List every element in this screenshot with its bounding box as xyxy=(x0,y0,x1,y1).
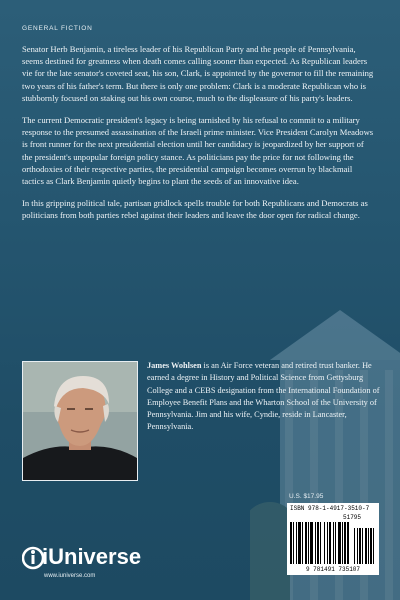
author-photo xyxy=(22,361,138,481)
isbn-label: ISBN 978-1-4917-3510-7 xyxy=(290,505,370,512)
blurb-paragraph: In this gripping political tale, partisan gridlock spells trouble for both Republicans and Democrats as politicians from both parties rebel against their leaders and leave the door open for radical change. xyxy=(22,198,368,221)
blurb-paragraph: Senator Herb Benjamin, a tireless leader of his Republican Party and the people of Pennsylvania, seems destined for greatness when death comes calling sooner than expected. As Republican leaders vie for the late senator's coveted seat, his son, Clark, is appointed by the governor to fill the remaining two years of his father's term. But there is only one problem: Clark is a moderate Republican who is stubbornly focused on staking out his own course, much to the displeasure of his party's leaders. xyxy=(22,44,374,103)
barcode-number: 9 781491 735107 xyxy=(305,566,360,573)
price-label: U.S. $17.95 xyxy=(289,493,324,500)
publisher-logo xyxy=(22,544,162,584)
author-bio-text: is an Air Force veteran and retired trust banker. He earned a degree in History and Political Science from Gettysburg College and a CEBS designation from the International Foundation of Employee Benefit Plans and the Wharton School of the University of Pennsylvania. Jim and his wife, Cyndie, reside in Lancaster, Pennsylvania. xyxy=(147,361,380,432)
barcode-addon: 51795 xyxy=(343,514,362,521)
blurb xyxy=(22,43,374,232)
author-bio xyxy=(147,360,387,434)
barcode xyxy=(287,503,379,575)
barcode-bars xyxy=(290,522,376,564)
blurb-paragraph: The current Democratic president's legacy is being tarnished by his refusal to commit to a military response to the presumed assassination of the Israeli prime minister. Vice President Carolyn Meadows is front runner for the next presidential election until her candidacy is jeopardized by her support of the president's unpopular foreign policy stance. As politicians pay the price for not following the orthodoxies of their respective parties, the presidential campaign becomes overrun by blackmail tactics as Clark Benjamin quietly begins to plant the seeds of an innovative idea. xyxy=(22,115,374,187)
iuniverse-icon xyxy=(22,544,44,572)
publisher-name: iUniverse xyxy=(42,544,142,569)
genre-label: GENERAL FICTION xyxy=(22,25,93,32)
publisher-url: www.iuniverse.com xyxy=(44,573,96,579)
author-name: James Wohlsen xyxy=(147,361,202,370)
